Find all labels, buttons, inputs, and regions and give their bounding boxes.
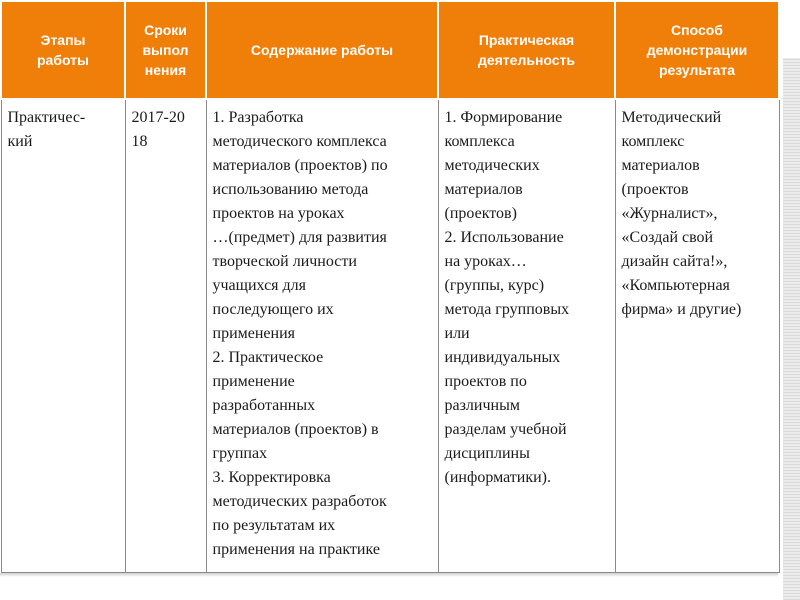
header-practical-activity: Практическая деятельность — [438, 1, 615, 99]
decorative-right-strip — [783, 58, 800, 600]
header-stages: Этапы работы — [1, 1, 125, 99]
header-result-demonstration: Способ демонстрации результата — [615, 1, 779, 99]
table-row — [1, 99, 779, 573]
table-bottom-shadow — [0, 573, 778, 577]
header-timeline: Сроки выпол нения — [125, 1, 206, 99]
cell-stage: Практичес- кий — [1, 99, 125, 573]
cell-period: 2017-20 18 — [125, 99, 206, 573]
table-header-row — [1, 1, 779, 99]
cell-practice: 1. Формирование комплекса методических материалов (проектов) 2. Использование на уроках… (группы, курс) метода групповых или индивидуальных проектов по различным разделам учебной дисциплины (информатики). — [438, 99, 615, 573]
cell-content: 1. Разработка методического комплекса материалов (проектов) по использованию метода проектов на уроках …(предмет) для развития творческой личности учащихся для последующего их применения 2. Практическое применение разработанных материалов (проектов) в группах 3. Корректировка методических разработок по результатам их применения на практике — [206, 99, 438, 573]
header-work-content: Содержание работы — [206, 1, 438, 99]
cell-result: Методический комплекс материалов (проектов «Журналист», «Создай свой дизайн сайта!», «Компьютерная фирма» и другие) — [615, 99, 779, 573]
